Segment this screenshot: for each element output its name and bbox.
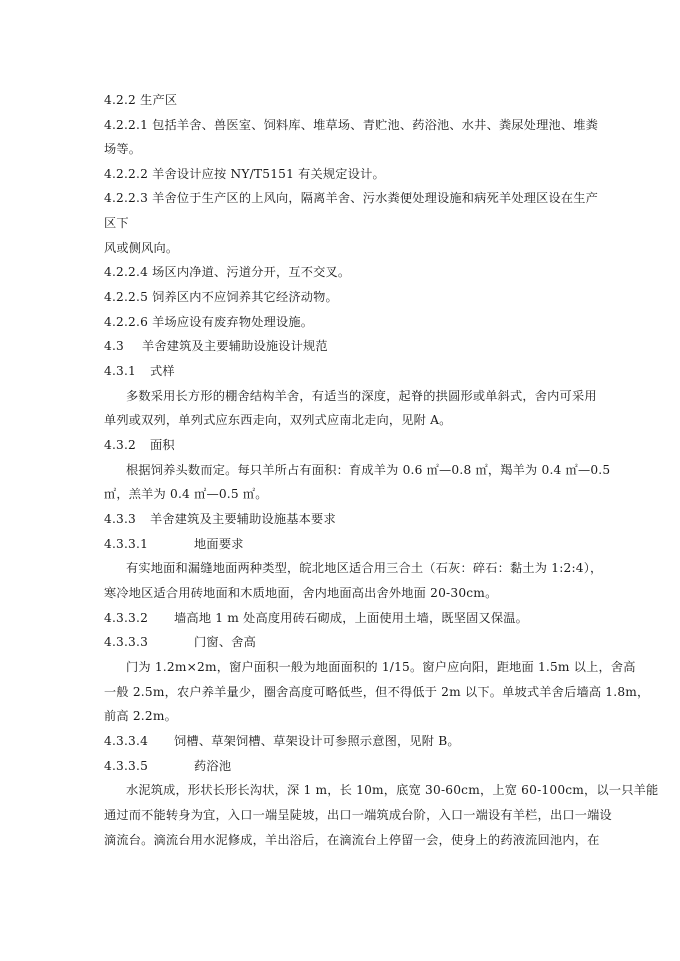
heading-4-3-2-title: 面积	[150, 438, 175, 452]
heading-4-3-3-5	[104, 758, 231, 774]
para-4-3-3-2-text: 墙高地 1 m 处高度用砖石砌成，上面使用土墙，既坚固又保温。	[174, 611, 529, 625]
para-4-3-3-3-line2: 一般 2.5m，农户养羊量少，圈舍高度可略低些，但不得低于 2m 以下。单坡式羊舍后墙高 1.8m，	[104, 685, 650, 699]
para-4-2-2-4: 4.2.2.4 场区内净道、污道分开，互不交叉。	[104, 265, 351, 279]
para-4-2-2-5: 4.2.2.5 饲养区内不应饲养其它经济动物。	[104, 290, 338, 304]
para-4-2-2-3-line2: 区下	[104, 216, 129, 230]
heading-4-3-3-1-number: 4.3.3.1	[104, 537, 149, 551]
para-4-2-2-6: 4.2.2.6 羊场应设有废弃物处理设施。	[104, 315, 314, 329]
heading-4-3-3-3	[104, 634, 256, 650]
para-4-3-3-1-line1: 有实地面和漏缝地面两种类型，皖北地区适合用三合土（石灰：碎石：黏土为 1:2:4），	[126, 561, 603, 575]
para-4-3-3-1-line2: 寒冷地区适合用砖地面和木质地面，舍内地面高出舍外地面 20-30cm。	[104, 586, 498, 600]
para-4-3-3-2	[104, 610, 528, 626]
heading-4-3-3-3-title: 门窗、舍高	[194, 635, 256, 649]
para-4-3-1-line2: 单列或双列，单列式应东西走向，双列式应南北走向，见附 A。	[104, 413, 452, 427]
heading-4-2-2: 4.2.2 生产区	[104, 93, 178, 107]
heading-4-3-3-title: 羊舍建筑及主要辅助设施基本要求	[150, 512, 336, 526]
heading-4-3-title: 羊舍建筑及主要辅助设施设计规范	[141, 339, 328, 353]
para-4-3-3-4-text: 饲槽、草架饲槽、草架设计可参照示意图，见附 B。	[174, 734, 460, 748]
heading-4-3-2	[104, 437, 175, 453]
heading-4-3-3-1	[104, 536, 244, 552]
para-4-3-1-line1: 多数采用长方形的棚舍结构羊舍，有适当的深度，起脊的拱圆形或单斜式，舍内可采用	[126, 389, 597, 403]
para-4-2-2-2: 4.2.2.2 羊舍设计应按 NY/T5151 有关规定设计。	[104, 167, 385, 181]
para-4-3-3-4-number: 4.3.3.4	[104, 734, 149, 748]
heading-4-3-1-title: 式样	[150, 364, 175, 378]
heading-4-3-3-3-number: 4.3.3.3	[104, 635, 149, 649]
heading-4-3-3-1-title: 地面要求	[194, 537, 244, 551]
para-4-3-3-2-number: 4.3.3.2	[104, 611, 149, 625]
para-4-2-2-3-line3: 风或侧风向。	[104, 241, 179, 255]
heading-4-3-3-5-number: 4.3.3.5	[104, 759, 149, 773]
heading-4-3-3-5-title: 药浴池	[194, 759, 232, 773]
para-4-2-2-3-line1: 4.2.2.3 羊舍位于生产区的上风向，隔离羊舍、污水粪便处理设施和病死羊处理区设在生产	[104, 191, 599, 205]
para-4-3-3-3-line1: 门为 1.2m×2m，窗户面积一般为地面面积的 1/15。窗户应向阳，距地面 1.5m 以上，舍高	[126, 660, 636, 674]
para-4-3-3-5-line1: 水泥筑成，形状长形长沟状，深 1 m，长 10m，底宽 30-60cm，上宽 60-100cm，以一只羊能	[126, 783, 659, 797]
para-4-3-2-line1: 根据饲养头数而定。每只羊所占有面积：育成羊为 0.6 ㎡—0.8 ㎡，羯羊为 0.4 ㎡—0.5	[126, 463, 611, 477]
heading-4-3-number: 4.3	[104, 339, 124, 353]
heading-4-3-3	[104, 511, 336, 527]
para-4-3-3-3-line3: 前高 2.2m。	[104, 709, 177, 723]
heading-4-3-1-number: 4.3.1	[104, 364, 137, 378]
heading-4-3	[104, 338, 328, 354]
heading-4-3-2-number: 4.3.2	[104, 438, 137, 452]
para-4-3-3-5-line2: 通过而不能转身为宜，入口一端呈陡坡，出口一端筑成台阶，入口一端设有羊栏，出口一端设	[104, 808, 612, 822]
para-4-2-2-1-line2: 场等。	[104, 142, 142, 156]
para-4-3-3-4	[104, 733, 460, 749]
heading-4-3-3-number: 4.3.3	[104, 512, 137, 526]
para-4-3-2-line2: ㎡，羔羊为 0.4 ㎡—0.5 ㎡。	[104, 487, 268, 501]
para-4-2-2-1-line1: 4.2.2.1 包括羊舍、兽医室、饲料库、堆草场、青贮池、药浴池、水井、粪尿处理池、堆粪	[104, 118, 599, 132]
heading-4-3-1	[104, 363, 175, 379]
para-4-3-3-5-line3: 滴流台。滴流台用水泥修成，羊出浴后，在滴流台上停留一会，使身上的药液流回池内，在	[104, 833, 600, 847]
